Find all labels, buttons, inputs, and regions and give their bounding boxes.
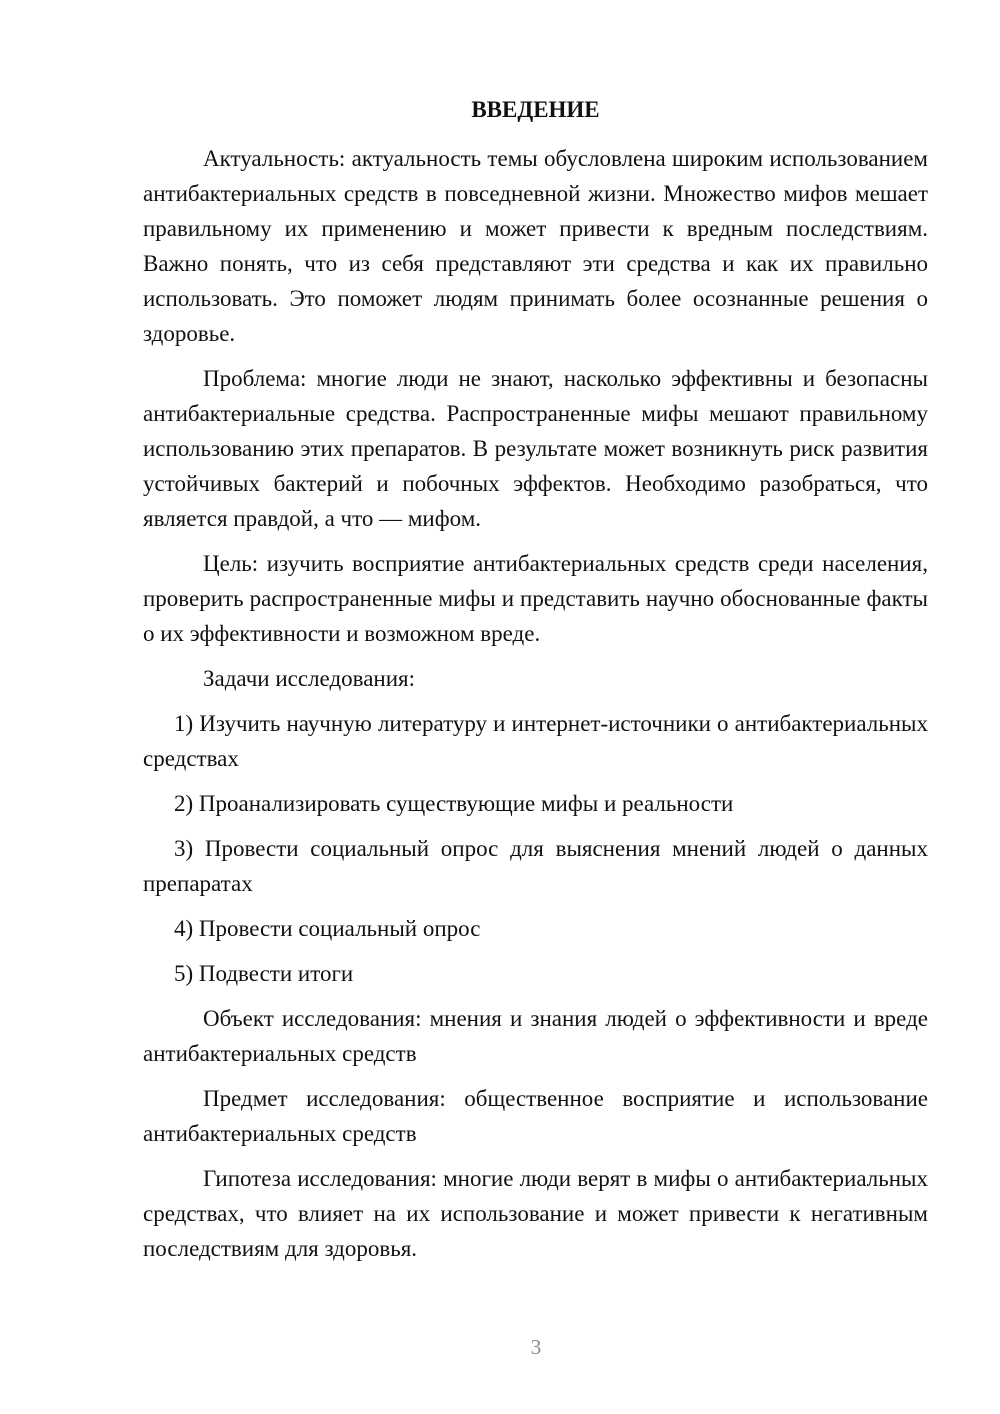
page-content <box>143 92 928 1276</box>
page-number: 3 <box>530 1335 542 1359</box>
list-item: 5) Подвести итоги <box>174 961 354 986</box>
paragraph-goal: Цель: изучить восприятие антибактериальных средств среди населения, проверить распространенные мифы и представить научно обоснованные факты о их эффективности и возможном вреде. <box>143 551 928 646</box>
paragraph-relevance: Актуальность: актуальность темы обусловлена широким использованием антибактериальных средств в повседневной жизни. Множество мифов мешает правильному их применению и может привести к вредным последствиям. Важно понять, что из себя представляют эти средства и как их правильно использовать. Это поможет людям принимать более осознанные решения о здоровье. <box>143 146 928 346</box>
paragraph-problem: Проблема: многие люди не знают, насколько эффективны и безопасны антибактериальные средства. Распространенные мифы мешают правильному использованию этих препаратов. В результате может возникнуть риск развития устойчивых бактерий и побочных эффектов. Необходимо разобраться, что является правдой, а что — мифом. <box>143 366 928 531</box>
paragraph-tasks-heading: Задачи исследования: <box>203 666 416 691</box>
list-item: 1) Изучить научную литературу и интернет-источники о антибактериальных средствах <box>143 711 928 771</box>
paragraph-hypothesis: Гипотеза исследования: многие люди верят в мифы о антибактериальных средствах, что влияет на их использование и может привести к негативным последствиям для здоровья. <box>143 1166 928 1261</box>
list-item: 2) Проанализировать существующие мифы и реальности <box>174 791 734 816</box>
list-item: 3) Провести социальный опрос для выяснения мнений людей о данных препаратах <box>143 836 928 896</box>
paragraph-subject: Предмет исследования: общественное восприятие и использование антибактериальных средств <box>143 1086 928 1146</box>
paragraph-object: Объект исследования: мнения и знания людей о эффективности и вреде антибактериальных средств <box>143 1006 928 1066</box>
list-item: 4) Провести социальный опрос <box>174 916 481 941</box>
section-title: ВВЕДЕНИЕ <box>471 97 600 122</box>
